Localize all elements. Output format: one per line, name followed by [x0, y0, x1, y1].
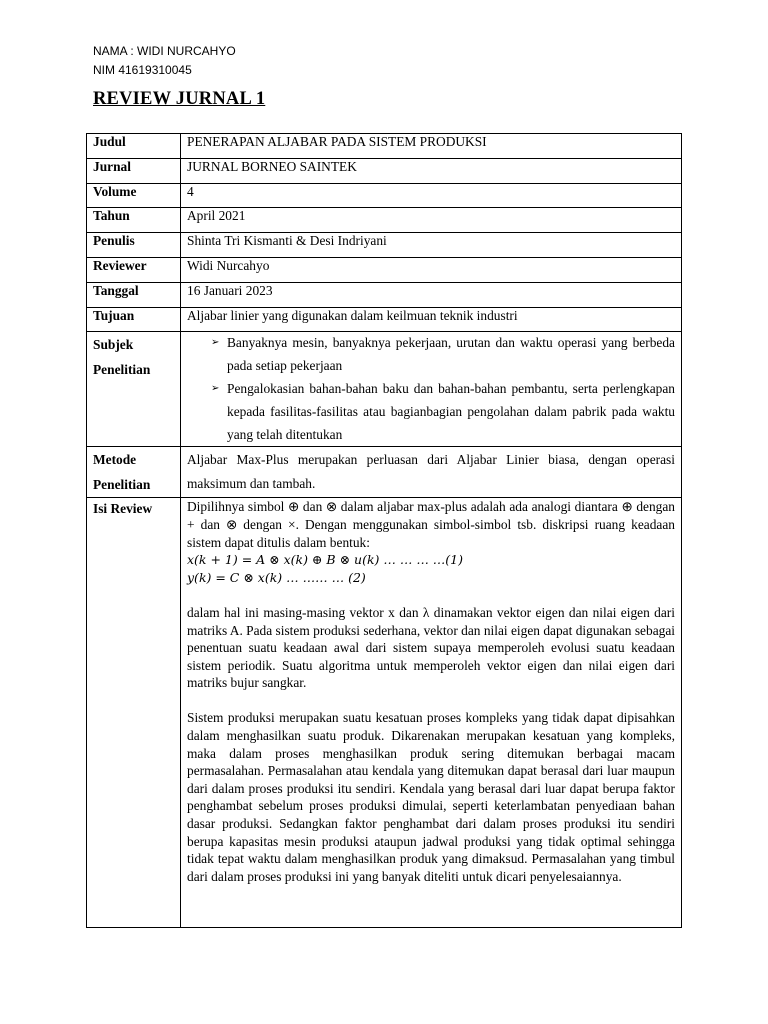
- label-volume: Volume: [87, 183, 181, 208]
- review-table: [86, 133, 682, 928]
- label-penulis: Penulis: [87, 233, 181, 258]
- table-row-tahun: [87, 208, 682, 233]
- table-row-reviewer: [87, 257, 682, 282]
- label-metode: [87, 447, 181, 498]
- label-metode-line1: Metode: [93, 452, 137, 468]
- list-item: [187, 332, 675, 378]
- label-metode-line2: Penelitian: [93, 477, 151, 493]
- value-jurnal: JURNAL BORNEO SAINTEK: [181, 158, 682, 183]
- table-row-penulis: [87, 233, 682, 258]
- value-isi-review: [181, 498, 682, 928]
- table-row-metode: [87, 447, 682, 498]
- table-row-tanggal: [87, 282, 682, 307]
- label-subjek-line1: Subjek: [93, 337, 134, 353]
- equation-2: y(k) = C ⊗ x(k) … …… … (2): [187, 569, 366, 585]
- student-name: NAMA : WIDI NURCAHYO: [93, 44, 236, 58]
- value-tujuan: Aljabar linier yang digunakan dalam keilmuan teknik industri: [181, 307, 682, 332]
- label-tanggal: Tanggal: [87, 282, 181, 307]
- arrow-bullet-icon: ➢: [211, 337, 220, 349]
- label-jurnal: Jurnal: [87, 158, 181, 183]
- table-row-subjek: [87, 332, 682, 447]
- isi-paragraph-2: Sistem produksi merupakan suatu kesatuan proses kompleks yang tidak dapat dipisahkan dalam menghasilkan suatu produk. Dikarenakan merupakan kesatuan yang kompleks, maka dalam proses menghasilkan produk sering ditemukan berbagai macam permasalahan. Permasalahan atau kendala yang ditemukan dapat berasal dari luar maupun dari dalam proses produksi itu sendiri. Kendala yang berasal dari luar dapat berupa faktor penghambat sebelum proses produksi dimulai, seperti keterlambatan penyediaan bahan dasar produksi. Sedangkan faktor penghambat dari dalam proses produksi itu sendiri berupa kapasitas mesin produksi ataupun jadwal produksi yang tidak optimal sehingga tidak tepat waktu dalam menghasilkan produk yang dimaksud. Permasalahan yang timbul dari dalam proses produksi ini yang banyak diteliti untuk dicari penyelesaiannya.: [187, 710, 675, 884]
- label-tujuan: Tujuan: [87, 307, 181, 332]
- label-subjek-line2: Penelitian: [93, 362, 151, 378]
- isi-paragraph-1: dalam hal ini masing-masing vektor x dan λ dinamakan vektor eigen dan nilai eigen dari matriks A. Pada sistem produksi sederhana, vektor dan nilai eigen dapat digunakan sebagai penentuan suatu keadaan awal dari sistem supaya memperoleh evolusi suatu keadaan sistem periodik. Suatu algoritma untuk memperoleh vektor eigen dan nilai eigen dari matriks bujur sangkar.: [187, 604, 675, 691]
- metode-text: Aljabar Max-Plus merupakan perluasan dari Aljabar Linier biasa, dengan operasi maksimum dan tambah.: [187, 452, 675, 491]
- value-judul: PENERAPAN ALJABAR PADA SISTEM PRODUKSI: [181, 134, 682, 159]
- label-tahun: Tahun: [87, 208, 181, 233]
- value-tanggal: 16 Januari 2023: [181, 282, 682, 307]
- table-row-jurnal: [87, 158, 682, 183]
- spacer: [187, 692, 675, 710]
- label-subjek: [87, 332, 181, 447]
- label-reviewer: Reviewer: [87, 257, 181, 282]
- value-reviewer: Widi Nurcahyo: [181, 257, 682, 282]
- value-volume: 4: [181, 183, 682, 208]
- student-nim: NIM 41619310045: [93, 63, 192, 77]
- label-judul: Judul: [87, 134, 181, 159]
- table-row-judul: [87, 134, 682, 159]
- label-isi-review: Isi Review: [87, 498, 181, 928]
- value-subjek: [181, 332, 682, 447]
- subjek-bullet-text: Banyaknya mesin, banyaknya pekerjaan, urutan dan waktu operasi yang berbeda pada setiap pekerjaan: [227, 335, 675, 374]
- subjek-bullet-text: Pengalokasian bahan-bahan baku dan bahan-bahan pembantu, serta perlengkapan kepada fasilitas-fasilitas atau bagianbagian pengolahan dalam pabrik pada waktu yang telah ditentukan: [227, 380, 675, 442]
- table-row-tujuan: [87, 307, 682, 332]
- page-title: REVIEW JURNAL 1: [93, 89, 266, 109]
- value-tahun: April 2021: [181, 208, 682, 233]
- table-row-volume: [87, 183, 682, 208]
- arrow-bullet-icon: ➢: [211, 382, 220, 394]
- equation-1: x(k + 1) = A ⊗ x(k) ⊕ B ⊗ u(k) … … … …(1): [187, 552, 464, 568]
- subjek-list: [187, 332, 675, 446]
- spacer: [187, 586, 675, 604]
- value-penulis: Shinta Tri Kismanti & Desi Indriyani: [181, 233, 682, 258]
- table-row-isi-review: [87, 498, 682, 928]
- isi-intro: Dipilihnya simbol ⊕ dan ⊗ dalam aljabar max-plus adalah ada analogi diantara ⊕ dengan + dan ⊗ dengan ×. Dengan menggunakan simbol-simbol tsb. diskripsi ruang keadaan sistem dapat ditulis dalam bentuk:: [187, 499, 675, 550]
- list-item: [187, 378, 675, 446]
- value-metode: [181, 447, 682, 498]
